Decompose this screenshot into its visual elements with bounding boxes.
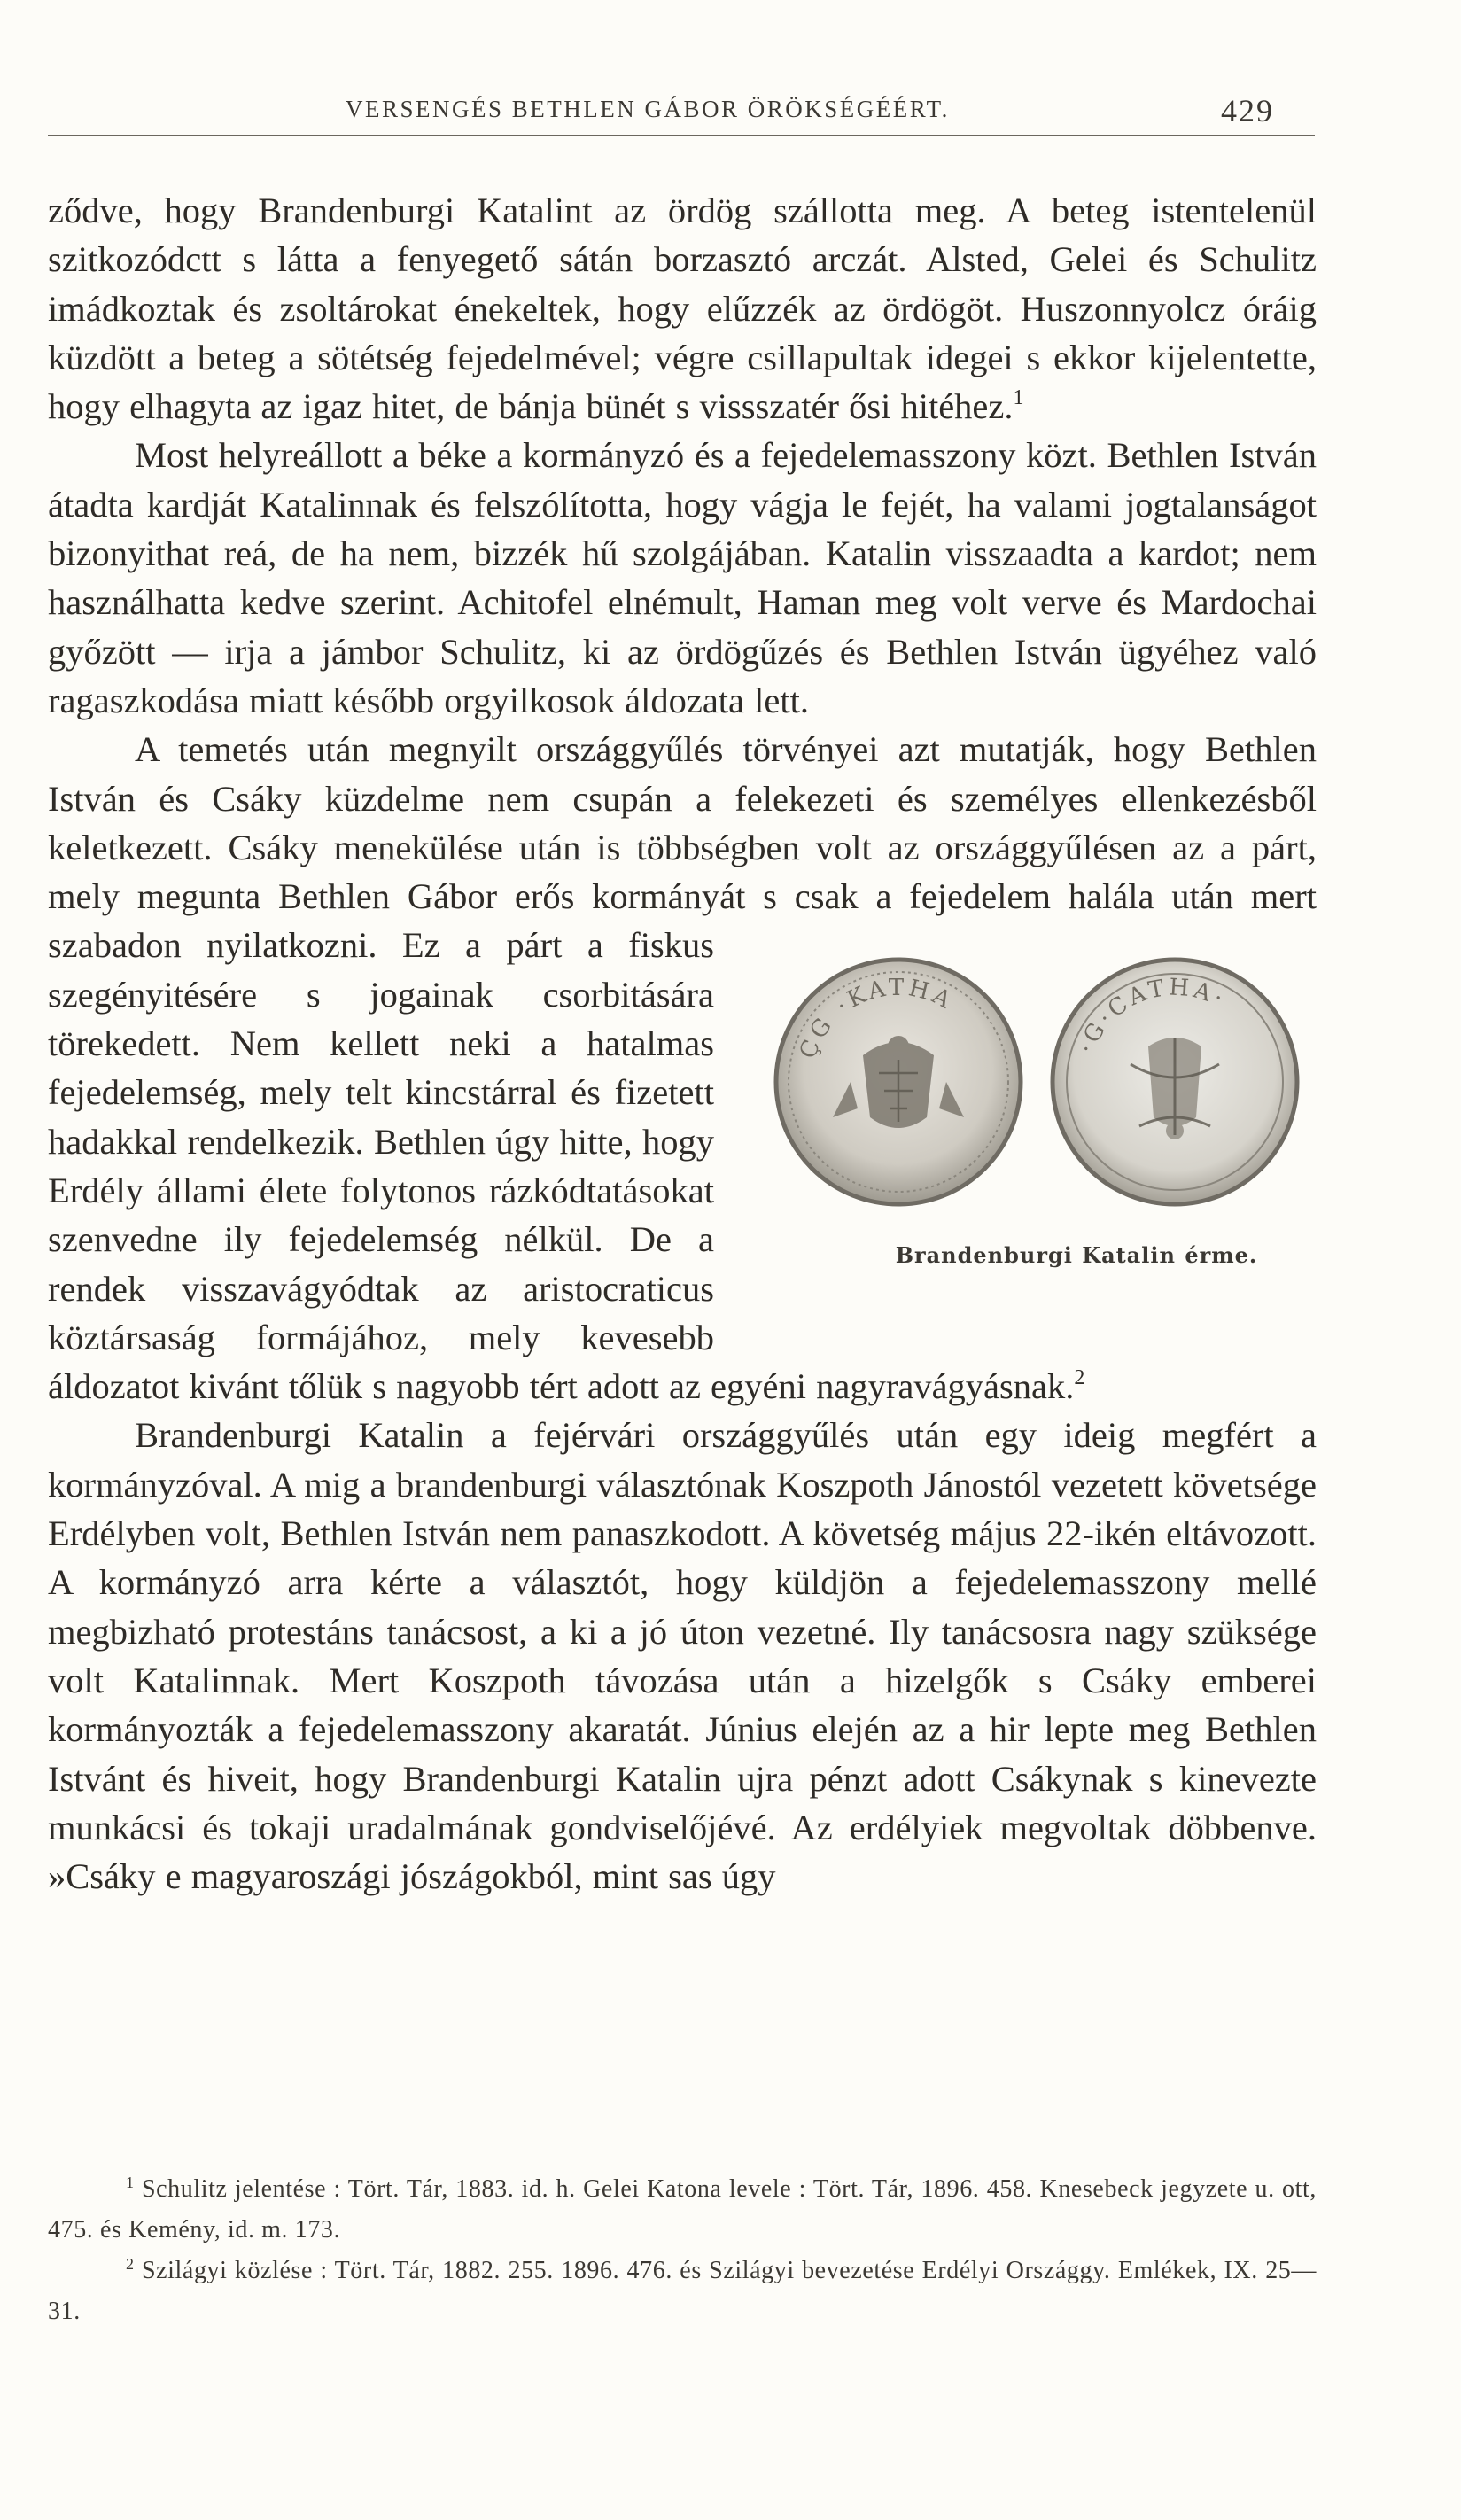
paragraph-text: Brandenburgi Katalin a fejérvári országgyűlés után egy ideig megfért a kormányzóval. A mig a brandenburgi választónak Koszpoth Jánostól vezetett követsége Erdélyben volt, Bethlen István nem panaszkodott. A követség május 22-ikén eltávozott. A kormányzó arra kérte a választót, hogy küldjön a fejedelemasszony mellé megbizható protestáns tanácsost, a ki a jó úton vezetné. Ily tanácsosra nagy szüksége volt Katalinnak. Mert Koszpoth távozása után a hizelgők s Csáky emberei kormányozták a fejedelemasszony akaratát. Június elején az a hir lepte meg Bethlen Istvánt és hiveit, hogy Brandenburgi Katalin ujra pénzt adott Csákynak s kinevezte munkácsi és tokaji uradalmának gondviselőjévé. Az erdélyiek megvoltak döbbenve. »Csáky e magyaroszági jószágokból, mint sas úgy bbox=[48, 1415, 1317, 1897]
header-rule bbox=[48, 135, 1315, 136]
paragraph-text: A temetés után megnyilt országgyűlés törvényei azt mutatják, hogy Bethlen István és Csáky küzdelme nem csupán a felekezeti és személyes ellenkezésből keletkezett. Csáky menekülése után is többségben volt az országgyűlésen az a párt, mely megunta Bethlen Gábor erős kormányát s csak a bbox=[48, 729, 1317, 917]
paragraph bbox=[48, 431, 1317, 725]
footnote-marker: 2 bbox=[126, 2255, 135, 2273]
paragraph-text: ződve, hogy Brandenburgi Katalint az ördög szállotta meg. A beteg istentelenül szitkozódctt s látta a fenyegető sátán borzasztó arczát. Alsted, Gelei és Schulitz imádkoztak és zsoltárokat énekeltek, hogy elűzzék az ördögöt. Huszonnyolcz óráig küzdött a beteg a sötétség fejedelmével; végre csillapultak idegei s ekkor kijelentette, hogy elhagyta az igaz hitet, de bánja bünét s vissszatér ősi hitéhez. bbox=[48, 191, 1317, 427]
coin-obverse-image bbox=[765, 949, 1031, 1215]
page-number: 429 bbox=[1221, 93, 1274, 128]
footnote bbox=[48, 2169, 1317, 2251]
footnote-ref[interactable]: 2 bbox=[1074, 1366, 1085, 1390]
footnotes bbox=[48, 2169, 1317, 2332]
footnote-text: Schulitz jelentése : Tört. Tár, 1883. id. h. Gelei Katona levele : Tört. Tár, 1896. 458. Knesebeck jegyzete u. ott, 475. és Kemény, id. m. 173. bbox=[48, 2175, 1317, 2244]
paragraph bbox=[48, 725, 1317, 1411]
figure-caption: Brandenburgi Katalin érme. bbox=[895, 1242, 1258, 1269]
coin-figure bbox=[750, 949, 1317, 1332]
footnote bbox=[48, 2251, 1317, 2332]
footnote-ref[interactable]: 1 bbox=[1013, 386, 1024, 410]
paragraph-text-continued: fejedelem halála után mert szabadon nyilatkozni. Ez a párt a fiskus szegényitésére s jogainak csorbitására törekedett. Nem kellett neki a hatalmas fejedelemség, mely telt kincstárral és fizetett hadakkal rendelkezik. Bethlen úgy hitte, hogy Erdély állami élete folytonos rázkódtatásokat szenvedne ily fejedelemség nélkül. De a rendek visszavágyódtak az aristocraticus köztársaság formájához, mely kevesebb áldozatot kivánt tőlük s nagyobb tért adott az egyéni nagyravágyásnak. bbox=[48, 876, 1317, 1407]
paragraph-text: Most helyreállott a béke a kormányzó és a fejedelemasszony közt. Bethlen István átadta kardját Katalinnak és felszólította, hogy vágja le fejét, ha valami jogtalanságot bizonyithat reá, de ha nem, bizzék hű szolgájában. Katalin visszaadta a kardot; nem használhatta kedve szerint. Achitofel elnémult, Haman meg volt verve és Mardochai győzött — irja a jámbor Schulitz, ki az ördögűzés és Bethlen István ügyéhez való ragaszkodása miatt később orgyilkosok áldozata lett. bbox=[48, 435, 1317, 720]
running-head: VERSENGÉS BETHLEN GÁBOR ÖRÖKSÉGÉÉRT. bbox=[346, 96, 950, 122]
paragraph bbox=[48, 1411, 1317, 1901]
body-text bbox=[48, 186, 1317, 1901]
coin-reverse-image bbox=[1042, 949, 1308, 1215]
footnote-text: Szilágyi közlése : Tört. Tár, 1882. 255. 1896. 476. és Szilágyi bevezetése Erdélyi Országgy. Emlékek, IX. 25—31. bbox=[48, 2257, 1317, 2325]
paragraph bbox=[48, 186, 1317, 431]
coin-right-inscription: ·G·CATHA· bbox=[1073, 974, 1231, 1058]
footnote-marker: 1 bbox=[126, 2174, 135, 2191]
coin-left-inscription: ÇG ·KATHA bbox=[794, 975, 959, 1063]
